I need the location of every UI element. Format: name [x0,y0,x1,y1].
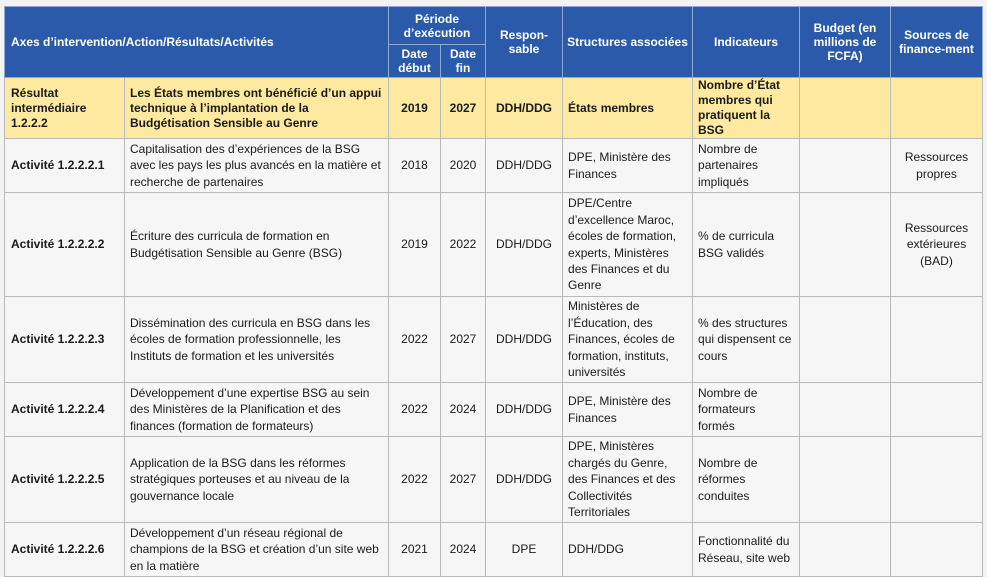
activity-date-fin: 2024 [441,383,486,437]
header-sources: Sources de finance-ment [891,7,983,78]
activity-responsable: DDH/DDG [486,297,563,383]
activity-description: Développement d’une expertise BSG au sein des Ministères de la Planification et des finances (formation de formateurs) [125,383,389,437]
activity-indicateurs: Nombre de partenaires impliqués [693,139,800,193]
result-responsable: DDH/DDG [486,78,563,139]
activity-label: Activité 1.2.2.2.2 [5,193,125,297]
activity-label: Activité 1.2.2.2.1 [5,139,125,193]
activity-responsable: DPE [486,523,563,577]
activity-responsable: DDH/DDG [486,139,563,193]
result-date-fin: 2027 [441,78,486,139]
activity-date-debut: 2022 [389,437,441,523]
activity-indicateurs: Fonctionnalité du Réseau, site web [693,523,800,577]
result-date-debut: 2019 [389,78,441,139]
activity-date-fin: 2027 [441,297,486,383]
activity-budget [800,383,891,437]
header-budget: Budget (en millions de FCFA) [800,7,891,78]
result-structures: États membres [563,78,693,139]
header-date-fin: Date fin [441,45,486,78]
activity-description: Capitalisation des d’expériences de la BSG avec les pays les plus avancés en la matière et recherche de partenaires [125,139,389,193]
activity-date-fin: 2022 [441,193,486,297]
activity-date-debut: 2018 [389,139,441,193]
table-row [5,139,983,193]
activity-label: Activité 1.2.2.2.3 [5,297,125,383]
activity-date-debut: 2019 [389,193,441,297]
activity-label: Activité 1.2.2.2.4 [5,383,125,437]
result-description: Les États membres ont bénéficié d’un appui technique à l’implantation de la Budgétisation Sensible au Genre [125,78,389,139]
activity-label: Activité 1.2.2.2.6 [5,523,125,577]
activity-responsable: DDH/DDG [486,437,563,523]
activity-sources [891,523,983,577]
table-row [5,523,983,577]
activity-indicateurs: Nombre de réformes conduites [693,437,800,523]
activity-label: Activité 1.2.2.2.5 [5,437,125,523]
header-date-debut: Date début [389,45,441,78]
activity-description: Dissémination des curricula en BSG dans les écoles de formation professionnelle, les Instituts de formation et les universités [125,297,389,383]
activity-structures: Ministères de l’Éducation, des Finances, écoles de formation, instituts, universités [563,297,693,383]
header-axes: Axes d’intervention/Action/Résultats/Activités [5,7,389,78]
activity-responsable: DDH/DDG [486,193,563,297]
activity-budget [800,193,891,297]
activity-structures: DPE, Ministère des Finances [563,139,693,193]
activity-budget [800,523,891,577]
result-indicateurs: Nombre d’État membres qui pratiquent la BSG [693,78,800,139]
table-row [5,297,983,383]
activity-sources [891,297,983,383]
header-indicateurs: Indicateurs [693,7,800,78]
activity-description: Écriture des curricula de formation en Budgétisation Sensible au Genre (BSG) [125,193,389,297]
activity-sources: Ressources propres [891,139,983,193]
activity-structures: DPE/Centre d’excellence Maroc, écoles de formation, experts, Ministères des Finances et du Genre [563,193,693,297]
table-row [5,383,983,437]
header-periode: Période d’exécution [389,7,486,45]
header-responsable: Respon-sable [486,7,563,78]
activity-date-debut: 2022 [389,383,441,437]
activity-indicateurs: % de curricula BSG validés [693,193,800,297]
result-sources [891,78,983,139]
header-structures: Structures associées [563,7,693,78]
action-plan-table-container [4,6,983,577]
activity-indicateurs: % des structures qui dispensent ce cours [693,297,800,383]
activity-structures: DPE, Ministères chargés du Genre, des Finances et des Collectivités Territoriales [563,437,693,523]
activity-sources: Ressources extérieures (BAD) [891,193,983,297]
activity-sources [891,437,983,523]
activity-date-debut: 2021 [389,523,441,577]
activity-description: Application de la BSG dans les réformes stratégiques porteuses et au niveau de la gouvernance locale [125,437,389,523]
activity-budget [800,139,891,193]
activity-indicateurs: Nombre de formateurs formés [693,383,800,437]
activity-responsable: DDH/DDG [486,383,563,437]
activity-date-fin: 2024 [441,523,486,577]
activity-budget [800,297,891,383]
result-budget [800,78,891,139]
activity-date-debut: 2022 [389,297,441,383]
activity-budget [800,437,891,523]
result-label: Résultat intermédiaire 1.2.2.2 [5,78,125,139]
action-plan-table [4,6,983,577]
activity-sources [891,383,983,437]
table-row [5,437,983,523]
activity-structures: DPE, Ministère des Finances [563,383,693,437]
activity-date-fin: 2020 [441,139,486,193]
activity-structures: DDH/DDG [563,523,693,577]
activity-description: Développement d’un réseau régional de champions de la BSG et création d’un site web en la matière [125,523,389,577]
result-row [5,78,983,139]
table-row [5,193,983,297]
activity-date-fin: 2027 [441,437,486,523]
